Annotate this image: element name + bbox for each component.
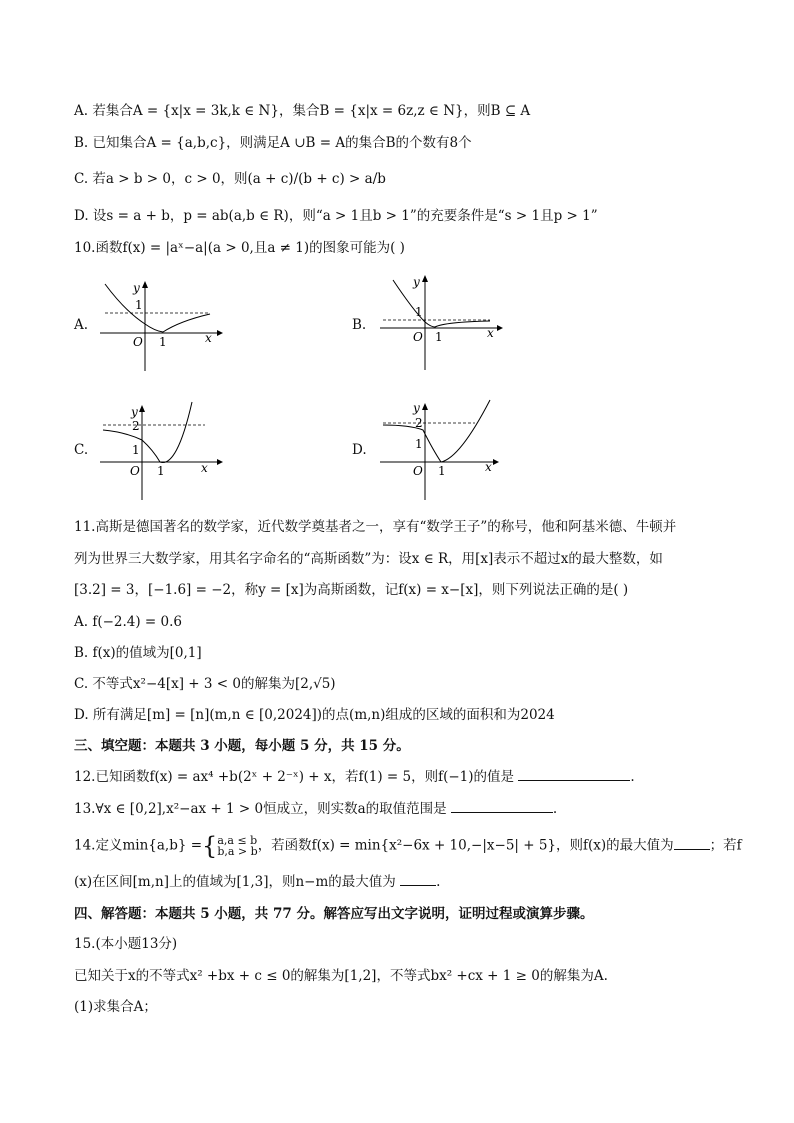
option-11a: A. f(−2.4) = 0.6 [74,614,183,630]
question-12: 12.已知函数f(x) = ax⁴ +b(2ˣ + 2⁻ˣ) + x，若f(1) = 5，则f(−1)的值是 . [74,769,635,785]
question-13-text: 13.∀x ∈ [0,2],x²−ax + 1 > 0恒成立，则实数a的取值范围是 [74,801,447,817]
graph-c-one-x: 1 [157,464,165,478]
graph-a-x: x [205,331,212,345]
graph-c-x: x [201,461,208,475]
answer-blank-14b[interactable] [400,873,436,886]
question-14-text2: (x)在区间[m,n]上的值域为[1,3]，则n−m的最大值为 [74,874,396,890]
question-15-heading: 15.(本小题13分) [74,936,178,952]
graph-b-one-x: 1 [435,330,443,344]
graph-c-y: y [131,405,138,419]
graph-a-label: A. [74,317,89,333]
graph-a-o: O [133,335,143,349]
graph-b-label: B. [352,317,367,333]
question-13: 13.∀x ∈ [0,2],x²−ax + 1 > 0恒成立，则实数a的取值范围是 . [74,801,558,817]
graph-d-two-y: 2 [415,416,423,430]
question-14-text: ，若函数f(x) = min{x²−6x + 10,−|x−5| + 5}，则f(x)的最大值为 [257,837,674,854]
graph-c [95,400,225,500]
graph-d-o: O [413,464,423,478]
graph-d-one-x: 1 [438,464,446,478]
question-14-case1: a,a ≤ b [217,834,258,847]
graph-b-y: y [413,275,420,289]
graph-b-x: x [487,326,494,340]
graph-d-y: y [413,401,420,415]
graph-a-one-x: 1 [159,335,167,349]
question-10: 10.函数f(x) = |aˣ−a|(a > 0,且a ≠ 1)的图象可能为( ) [74,240,405,256]
graph-b-o: O [413,330,423,344]
section-4-heading: 四、解答题：本题共 5 小题，共 77 分。解答应写出文字说明，证明过程或演算步骤。 [74,906,594,922]
question-11-line2: 列为世界三大数学家，用其名字命名的“高斯函数”为：设x ∈ R，用[x]表示不超过x的最大整数，如 [74,551,663,567]
graph-a-one-y: 1 [135,298,143,312]
graph-a-y: y [133,281,140,295]
option-11c: C. 不等式x²−4[x] + 3 < 0的解集为[2,√5) [74,676,336,692]
answer-blank-13[interactable] [451,800,553,813]
graph-c-one-y: 1 [132,443,140,457]
answer-blank-12[interactable] [518,768,630,781]
graph-d-one-y: 1 [415,437,423,451]
question-12-text: 12.已知函数f(x) = ax⁴ +b(2ˣ + 2⁻ˣ) + x，若f(1) = 5，则f(−1)的值是 [74,769,515,785]
graph-a [95,276,225,371]
section-3-heading: 三、填空题：本题共 3 小题，每小题 5 分，共 15 分。 [74,738,410,754]
question-11-line3: [3.2] = 3，[−1.6] = −2，称y = [x]为高斯函数，记f(x) = x−[x]，则下列说法正确的是( ) [74,582,629,598]
option-11d: D. 所有满足[m] = [n](m,n ∈ [0,2024])的点(m,n)组成的区域的面积和为2024 [74,707,555,723]
option-11b: B. f(x)的值域为[0,1] [74,645,202,661]
question-14-line2: (x)在区间[m,n]上的值域为[1,3]，则n−m的最大值为 . [74,874,441,890]
option-9a: A. 若集合A = {x|x = 3k,k ∈ N}，集合B = {x|x = 6z,z ∈ N}，则B ⊆ A [74,103,531,119]
graph-b [375,270,505,370]
graph-d [375,398,505,500]
answer-blank-14a[interactable] [674,837,710,850]
option-9d: D. 设s = a + b，p = ab(a,b ∈ R)，则“a > 1且b > 1”的充要条件是“s > 1且p > 1” [74,208,598,224]
graph-c-label: C. [74,442,89,458]
question-14-line1: 14.定义min{a,b} ={ a,a ≤ b b,a > b ，若函数f(x) = min{x²−6x + 10,−|x−5| + 5}，则f(x)的最大值为 ；若f [74,832,742,860]
question-15-part1: (1)求集合A； [74,999,157,1015]
graph-c-two-y: 2 [132,419,140,433]
graph-d-x: x [485,460,492,474]
question-14-def: 14.定义min{a,b} = [74,837,203,854]
graph-b-one-y: 1 [415,305,423,319]
graph-d-label: D. [352,442,367,458]
question-11-line1: 11.高斯是德国著名的数学家，近代数学奠基者之一，享有“数学王子”的称号，他和阿基米德、牛顿并 [74,519,677,535]
option-9b: B. 已知集合A = {a,b,c}，则满足A ∪B = A的集合B的个数有8个 [74,135,472,151]
graph-c-o: O [130,464,140,478]
question-15-stem: 已知关于x的不等式x² +bx + c ≤ 0的解集为[1,2]，不等式bx² +cx + 1 ≥ 0的解集为A. [74,968,608,984]
question-14-tail: ；若f [709,837,742,854]
option-9c: C. 若a > b > 0，c > 0，则(a + c)/(b + c) > a/b [74,171,386,187]
question-14-case2: b,a > b [217,845,258,858]
